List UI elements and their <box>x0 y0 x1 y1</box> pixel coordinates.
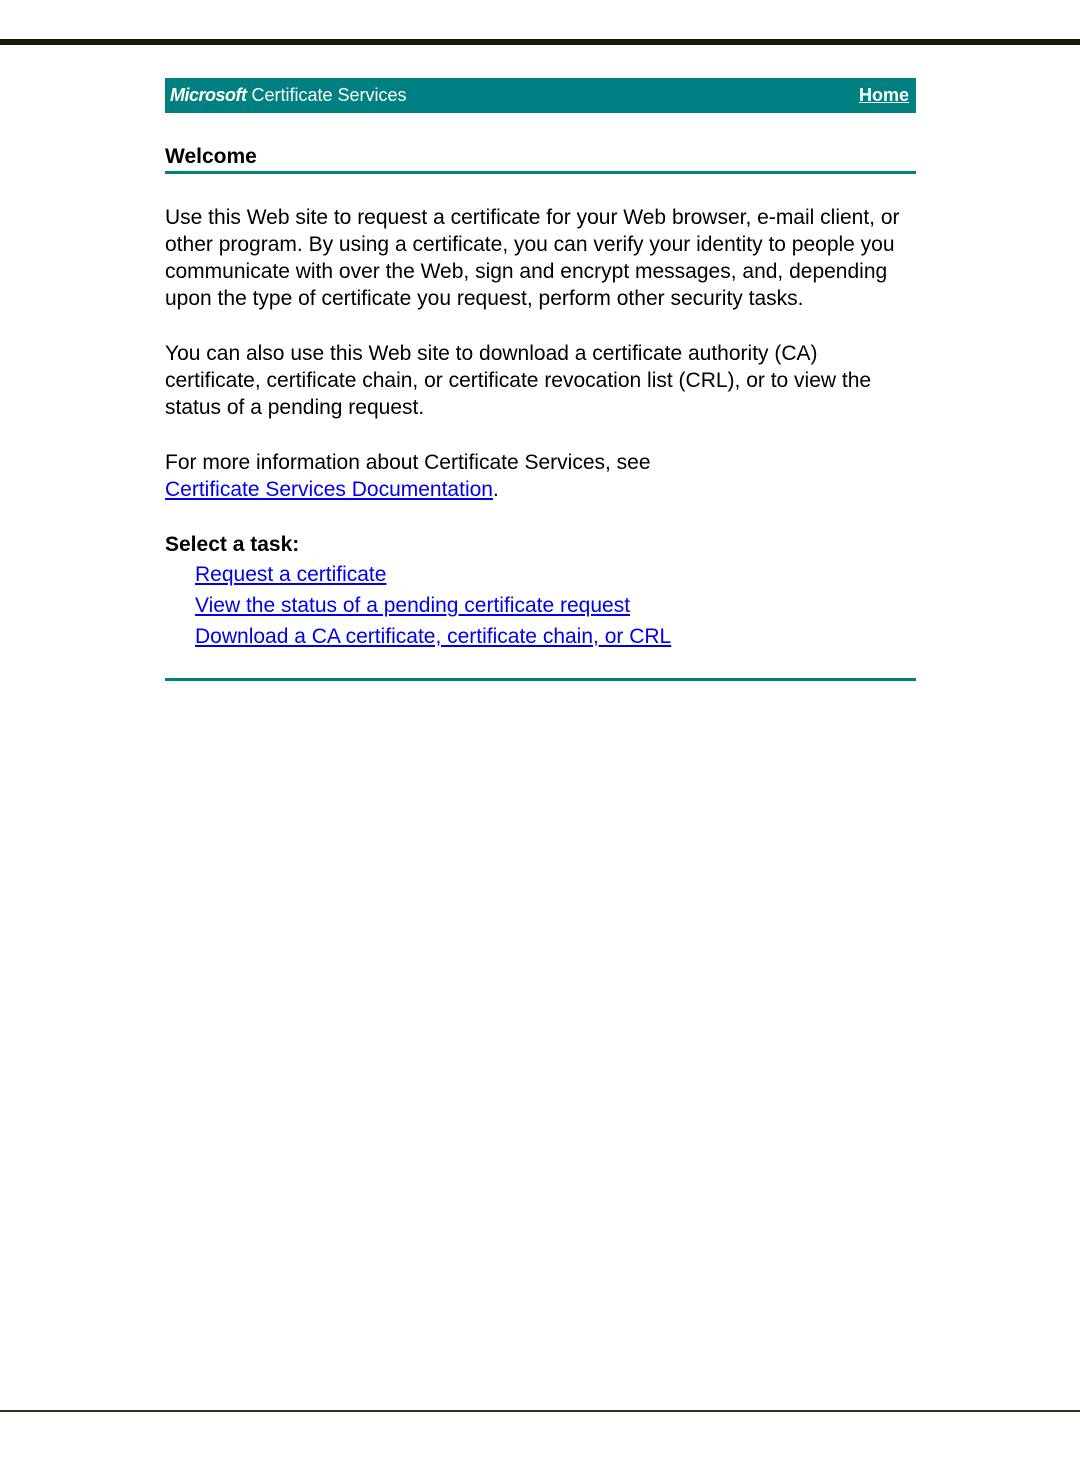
welcome-heading: Welcome <box>165 145 916 174</box>
product-name: Certificate Services <box>251 85 407 105</box>
microsoft-logo-text: Microsoft <box>170 85 247 105</box>
header-banner <box>165 78 916 113</box>
more-info-text: For more information about Certificate Services, see <box>165 451 651 474</box>
content-end-divider <box>165 678 916 681</box>
view-pending-request-link[interactable]: View the status of a pending certificate request <box>195 594 631 617</box>
bottom-page-rule <box>0 1410 1080 1412</box>
list-item <box>195 559 916 590</box>
intro-paragraph: Use this Web site to request a certificate for your Web browser, e-mail client, or other program. By using a certificate, you can verify your identity to people you communicate with over the Web, sign and encrypt messages, and, depending upon the type of certificate you request, perform other security tasks. <box>165 206 900 310</box>
select-task-heading: Select a task: <box>165 533 300 556</box>
more-info-paragraph <box>165 449 916 503</box>
task-list <box>165 559 916 652</box>
home-link[interactable]: Home <box>858 85 909 105</box>
list-item <box>195 621 916 652</box>
more-info-period: . <box>492 478 499 501</box>
download-ca-certificate-link[interactable]: Download a CA certificate, certificate chain, or CRL <box>195 625 672 648</box>
certificate-services-page <box>165 78 916 681</box>
top-page-rule <box>0 39 1080 45</box>
documentation-link[interactable]: Certificate Services Documentation <box>165 478 493 501</box>
ca-download-paragraph: You can also use this Web site to download a certificate authority (CA) certificate, certificate chain, or certificate revocation list (CRL), or to view the status of a pending request. <box>165 342 872 419</box>
request-certificate-link[interactable]: Request a certificate <box>195 563 387 586</box>
list-item <box>195 590 916 621</box>
brand-title <box>170 85 407 106</box>
